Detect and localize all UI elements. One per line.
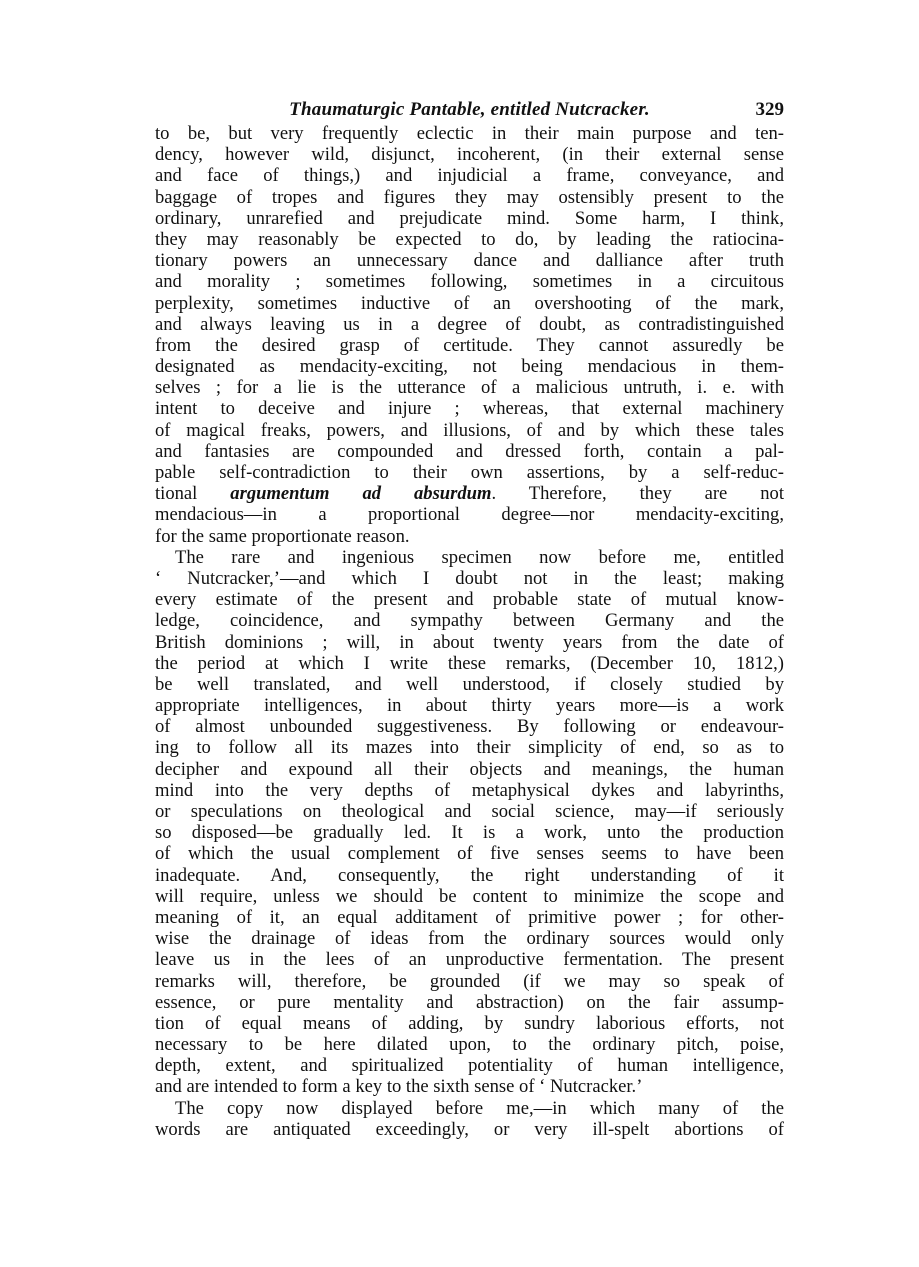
text-line: of magical freaks, powers, and illusions, of and by which these tales bbox=[155, 419, 784, 441]
text-line: inadequate. And, consequently, the right understanding of it bbox=[155, 864, 784, 886]
text-line: designated as mendacity-exciting, not being mendacious in them- bbox=[155, 356, 784, 378]
text-line: necessary to be here dilated upon, to the ordinary pitch, poise, bbox=[155, 1034, 784, 1056]
text-line: from the desired grasp of certitude. They cannot assuredly be bbox=[155, 334, 784, 356]
text-line: be well translated, and well understood, if closely studied by bbox=[155, 673, 784, 695]
text-line: and fantasies are compounded and dressed forth, contain a pal- bbox=[155, 440, 784, 462]
text-line: ordinary, unrarefied and prejudicate mind. Some harm, I think, bbox=[155, 207, 784, 229]
text-line: dency, however wild, disjunct, incoherent, (in their external sense bbox=[155, 144, 784, 166]
text-line: tionary powers an unnecessary dance and dalliance after truth bbox=[155, 250, 784, 272]
body-text bbox=[155, 123, 784, 1140]
text-line: depth, extent, and spiritualized potentiality of human intelligence, bbox=[155, 1055, 784, 1077]
text-line: they may reasonably be expected to do, by leading the ratiocina- bbox=[155, 228, 784, 250]
text-line: or speculations on theological and social science, may—if seriously bbox=[155, 801, 784, 822]
text-line: mind into the very depths of metaphysical dykes and labyrinths, bbox=[155, 779, 784, 801]
text-line: The copy now displayed before me,—in which many of the bbox=[175, 1097, 784, 1119]
text-line: and morality ; sometimes following, sometimes in a circuitous bbox=[155, 271, 784, 293]
latin-phrase: argumentum ad absurdum bbox=[230, 483, 492, 505]
text-line: of which the usual complement of five senses seems to have been bbox=[155, 843, 784, 865]
text-line: pable self-contradiction to their own assertions, by a self-reduc- bbox=[155, 462, 784, 483]
text-line: wise the drainage of ideas from the ordinary sources would only bbox=[155, 928, 784, 950]
text-line: the period at which I write these remarks, (December 10, 1812,) bbox=[155, 652, 784, 674]
paragraph bbox=[155, 123, 784, 547]
text-line: will require, unless we should be content to minimize the scope and bbox=[155, 885, 784, 907]
text-line: appropriate intelligences, in about thirty years more—is a work bbox=[155, 695, 784, 717]
page-number: 329 bbox=[755, 99, 784, 120]
text-line: for the same proportionate reason. bbox=[155, 525, 410, 547]
text-line: ‘ Nutcracker,’—and which I doubt not in the least; making bbox=[155, 567, 784, 589]
book-page bbox=[155, 98, 784, 1140]
text-line: remarks will, therefore, be grounded (if we may so speak of bbox=[155, 970, 784, 992]
paragraph bbox=[155, 1098, 784, 1140]
text-line: tion of equal means of adding, by sundry laborious efforts, not bbox=[155, 1012, 784, 1034]
text-line: of almost unbounded suggestiveness. By following or endeavour- bbox=[155, 716, 784, 738]
text-line: mendacious—in a proportional degree—nor mendacity-exciting, bbox=[155, 504, 784, 526]
running-head bbox=[155, 98, 784, 122]
text-line: words are antiquated exceedingly, or very ill-spelt abortions of bbox=[155, 1118, 784, 1140]
text-line: and are intended to form a key to the sixth sense of ‘ Nutcracker.’ bbox=[155, 1076, 643, 1098]
text-line: leave us in the lees of an unproductive fermentation. The present bbox=[155, 949, 784, 971]
text-line: ing to follow all its mazes into their simplicity of end, so as to bbox=[155, 737, 784, 759]
text-line: ledge, coincidence, and sympathy between Germany and the bbox=[155, 610, 784, 632]
text-line: meaning of it, an equal additament of primitive power ; for other- bbox=[155, 906, 784, 928]
text-line: essence, or pure mentality and abstraction) on the fair assump- bbox=[155, 991, 784, 1013]
text-line: selves ; for a lie is the utterance of a malicious untruth, i. e. with bbox=[155, 377, 784, 399]
text-line: every estimate of the present and probable state of mutual know- bbox=[155, 589, 784, 611]
text-line: The rare and ingenious specimen now before me, entitled bbox=[175, 546, 784, 568]
text-line: so disposed—be gradually led. It is a work, unto the production bbox=[155, 822, 784, 844]
running-title: Thaumaturgic Pantable, entitled Nutcracker. bbox=[289, 99, 650, 120]
text-line: intent to deceive and injure ; whereas, that external machinery bbox=[155, 398, 784, 420]
text-line: British dominions ; will, in about twenty years from the date of bbox=[155, 631, 784, 653]
text-line: and face of things,) and injudicial a frame, conveyance, and bbox=[155, 165, 784, 187]
text-line: perplexity, sometimes inductive of an overshooting of the mark, bbox=[155, 292, 784, 314]
text-line: baggage of tropes and figures they may ostensibly present to the bbox=[155, 186, 784, 208]
text-line: and always leaving us in a degree of doubt, as contradistinguished bbox=[155, 313, 784, 335]
text-line: tional argumentum ad absurdum. Therefore, they are not bbox=[155, 483, 784, 505]
paragraph bbox=[155, 547, 784, 1098]
text-line: to be, but very frequently eclectic in their main purpose and ten- bbox=[155, 123, 784, 144]
text-line: decipher and expound all their objects and meanings, the human bbox=[155, 758, 784, 780]
